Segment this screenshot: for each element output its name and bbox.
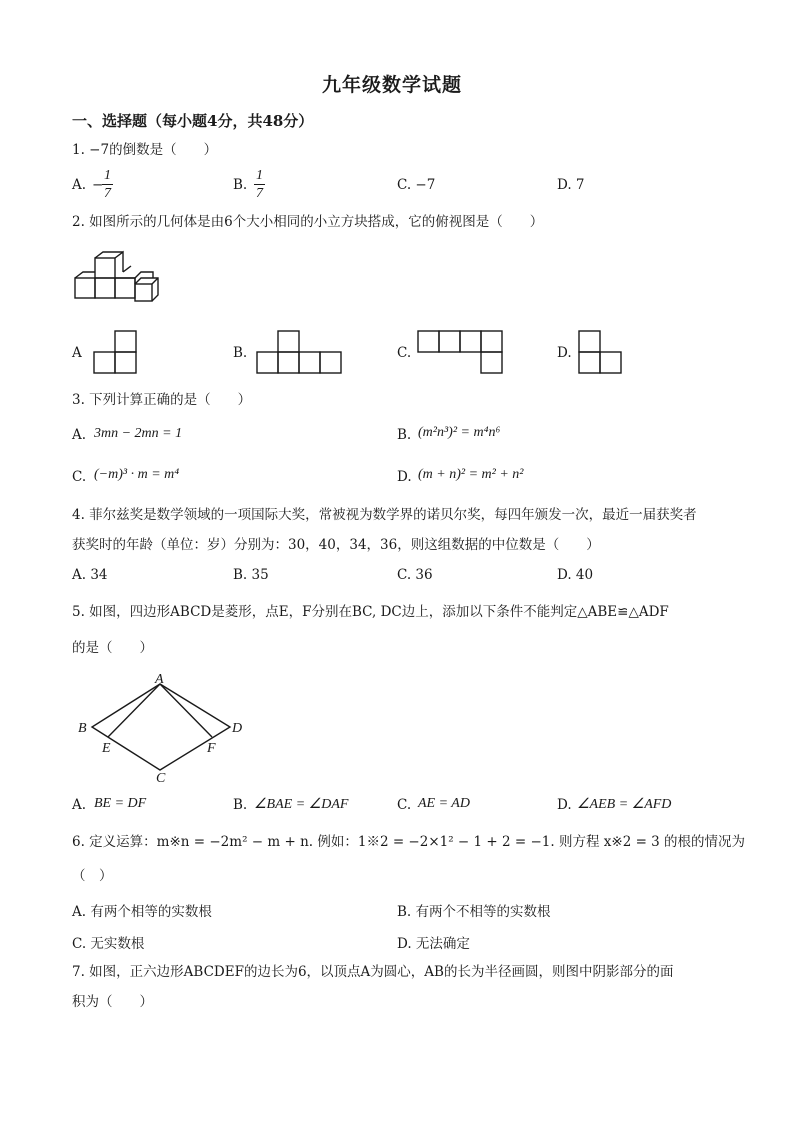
question-3-option-a: 3mn − 2mn = 1 [94,426,183,441]
question-3-option-c: (−m)³ · m = m⁴ [94,467,180,482]
option-d-top-view [579,330,623,374]
question-6-line-2: （ ） [72,868,113,884]
question-5-option-a: BE = DF [94,796,147,811]
question-6-option-b: B. 有两个不相等的实数根 [397,904,551,920]
option-label: B. [233,797,248,813]
question-2-stem: 2. 如图所示的几何体是由6个大小相同的小立方块搭成，它的俯视图是（ ） [72,214,544,230]
option-label: A. [72,797,87,813]
question-5-option-c: AE = AD [418,796,470,811]
section-heading: 一、选择题（每小题4分，共48分） [72,112,314,130]
option-label: D. [557,797,572,813]
question-3-option-d: (m + n)² = m² + n² [418,467,524,482]
label-d: D [232,721,243,736]
fraction-denominator: 7 [256,186,263,201]
question-4-option-a: A. 34 [72,567,108,583]
question-2-option-b-label: B. [233,345,248,361]
option-label: A. [72,427,87,443]
option-label: C. [72,469,87,485]
question-4-option-d: D. 40 [557,567,594,583]
option-label: B. [397,427,412,443]
question-6-option-a: A. 有两个相等的实数根 [72,904,212,920]
question-7-line-1: 7. 如图，正六边形ABCDEF的边长为6，以顶点A为圆心，AB的长为半径画圆，则图中阴影部分的面 [72,964,674,980]
cube-stack-figure [72,248,172,308]
question-6-line-1: 6. 定义运算：m※n = −2m² − m + n. 例如：1※2 = −2×1² − 1 + 2 = −1. 则方程 x※2 = 3 的根的情况为 [72,834,746,850]
rhombus-figure [72,670,252,785]
label-e: E [102,741,111,756]
question-3-stem: 3. 下列计算正确的是（ ） [72,392,252,408]
question-1-stem: 1. −7的倒数是（ ） [72,142,218,158]
question-4-option-b: B. 35 [233,567,269,583]
question-7-line-2: 积为（ ） [72,994,153,1010]
option-c-top-view [418,330,504,376]
question-2-option-a-label: A [72,345,82,361]
question-5-option-d: ∠AEB = ∠AFD [577,797,672,812]
question-4-line-1: 4. 菲尔兹奖是数学领域的一项国际大奖，常被视为数学界的诺贝尔奖，每四年颁发一次，最近一届获奖者 [72,507,697,523]
question-2-option-d-label: D. [557,345,572,361]
option-b-top-view [257,330,343,374]
fraction [102,167,113,202]
question-5-option-b: ∠BAE = ∠DAF [254,797,349,812]
label-a: A [155,672,164,687]
label-b: B [78,721,87,736]
question-4-option-c: C. 36 [397,567,433,583]
minus-sign: − [92,177,104,193]
option-label: B. [233,177,248,193]
option-label: A. [72,177,87,193]
fraction-denominator: 7 [104,186,111,201]
question-4-line-2: 获奖时的年龄（单位：岁）分别为：30，40，34，36，则这组数据的中位数是（ ） [72,537,600,553]
question-5-line-1: 5. 如图，四边形ABCD是菱形，点E，F分别在BC, DC边上，添加以下条件不能判定△ABE≌△ADF [72,604,669,620]
label-c: C [156,771,166,786]
fraction-numerator: 1 [256,168,263,183]
question-3-option-b: (m²n³)² = m⁴n⁶ [418,425,501,440]
option-label: C. [397,797,412,813]
option-label: D. [397,469,412,485]
question-2-option-c-label: C. [397,345,412,361]
fraction-numerator: 1 [104,168,111,183]
question-1-option-d: D. 7 [557,177,585,193]
label-f: F [207,741,216,756]
question-1-option-c: C. −7 [397,177,436,193]
question-6-option-d: D. 无法确定 [397,936,470,952]
question-5-line-2: 的是（ ） [72,640,153,656]
question-6-option-c: C. 无实数根 [72,936,145,952]
option-a-top-view [94,330,138,374]
fraction [254,167,265,202]
page-title: 九年级数学试题 [322,74,463,96]
